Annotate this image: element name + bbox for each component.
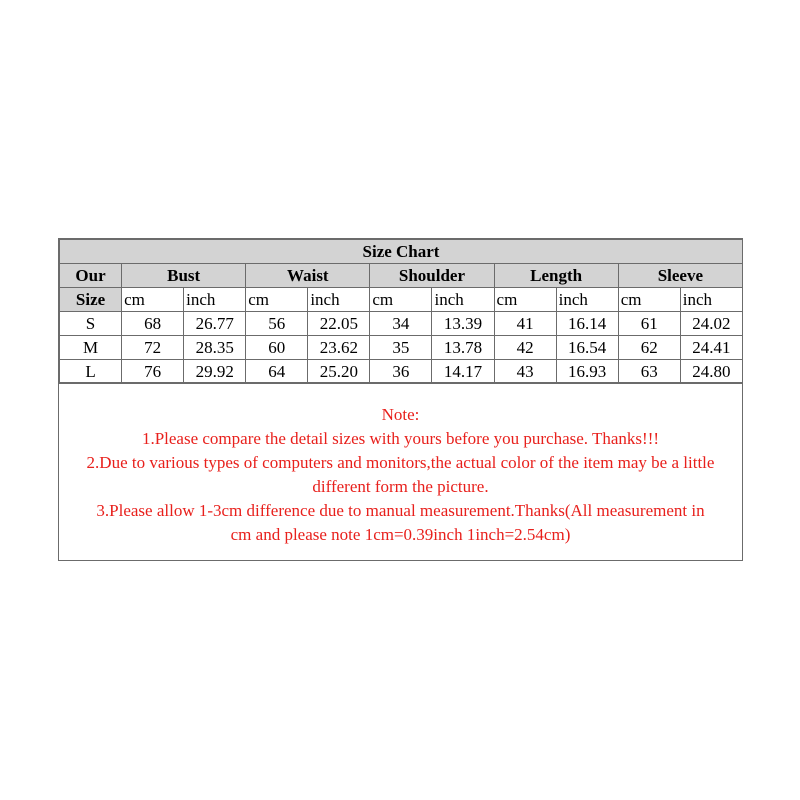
- table-cell: 63: [618, 360, 680, 384]
- size-table: [59, 239, 743, 384]
- table-cell: 34: [370, 312, 432, 336]
- unit-cm: cm: [618, 288, 680, 312]
- note-heading: Note:: [381, 405, 420, 424]
- table-row: [60, 336, 743, 360]
- note-line-2: 2.Due to various types of computers and monitors,the actual color of the item may be a little: [86, 453, 715, 472]
- table-cell: 61: [618, 312, 680, 336]
- unit-cm: cm: [494, 288, 556, 312]
- unit-cm: cm: [246, 288, 308, 312]
- note-section: [59, 382, 742, 560]
- size-label: M: [60, 336, 122, 360]
- unit-inch: inch: [308, 288, 370, 312]
- table-cell: 56: [246, 312, 308, 336]
- note-line-3: different form the picture.: [312, 477, 489, 496]
- table-cell: 43: [494, 360, 556, 384]
- unit-inch: inch: [432, 288, 494, 312]
- table-cell: 76: [122, 360, 184, 384]
- unit-cm: cm: [370, 288, 432, 312]
- table-cell: 16.54: [556, 336, 618, 360]
- header-waist: Waist: [246, 264, 370, 288]
- table-cell: 68: [122, 312, 184, 336]
- table-cell: 24.02: [680, 312, 742, 336]
- table-cell: 13.78: [432, 336, 494, 360]
- header-length: Length: [494, 264, 618, 288]
- header-bust: Bust: [122, 264, 246, 288]
- table-cell: 36: [370, 360, 432, 384]
- table-cell: 24.41: [680, 336, 742, 360]
- our-size-label-2: Size: [60, 288, 122, 312]
- unit-inch: inch: [184, 288, 246, 312]
- note-line-1: 1.Please compare the detail sizes with yours before you purchase. Thanks!!!: [141, 429, 660, 448]
- table-cell: 23.62: [308, 336, 370, 360]
- table-cell: 72: [122, 336, 184, 360]
- table-row: [60, 360, 743, 384]
- table-cell: 13.39: [432, 312, 494, 336]
- header-sleeve: Sleeve: [618, 264, 742, 288]
- table-cell: 16.14: [556, 312, 618, 336]
- table-cell: 42: [494, 336, 556, 360]
- header-shoulder: Shoulder: [370, 264, 494, 288]
- unit-row: [60, 288, 743, 312]
- table-cell: 25.20: [308, 360, 370, 384]
- table-cell: 41: [494, 312, 556, 336]
- size-label: S: [60, 312, 122, 336]
- table-cell: 22.05: [308, 312, 370, 336]
- table-cell: 62: [618, 336, 680, 360]
- chart-title: Size Chart: [60, 240, 743, 264]
- our-size-label-1: Our: [60, 264, 122, 288]
- table-cell: 28.35: [184, 336, 246, 360]
- title-row: [60, 240, 743, 264]
- header-row: [60, 264, 743, 288]
- unit-inch: inch: [680, 288, 742, 312]
- note-line-4: 3.Please allow 1-3cm difference due to manual measurement.Thanks(All measurement in: [96, 501, 705, 520]
- table-cell: 60: [246, 336, 308, 360]
- table-row: [60, 312, 743, 336]
- table-cell: 64: [246, 360, 308, 384]
- table-cell: 26.77: [184, 312, 246, 336]
- unit-inch: inch: [556, 288, 618, 312]
- note-line-5: cm and please note 1cm=0.39inch 1inch=2.54cm): [230, 525, 571, 544]
- size-chart: [58, 238, 743, 561]
- table-cell: 16.93: [556, 360, 618, 384]
- table-cell: 29.92: [184, 360, 246, 384]
- table-cell: 24.80: [680, 360, 742, 384]
- unit-cm: cm: [122, 288, 184, 312]
- table-cell: 35: [370, 336, 432, 360]
- size-label: L: [60, 360, 122, 384]
- table-cell: 14.17: [432, 360, 494, 384]
